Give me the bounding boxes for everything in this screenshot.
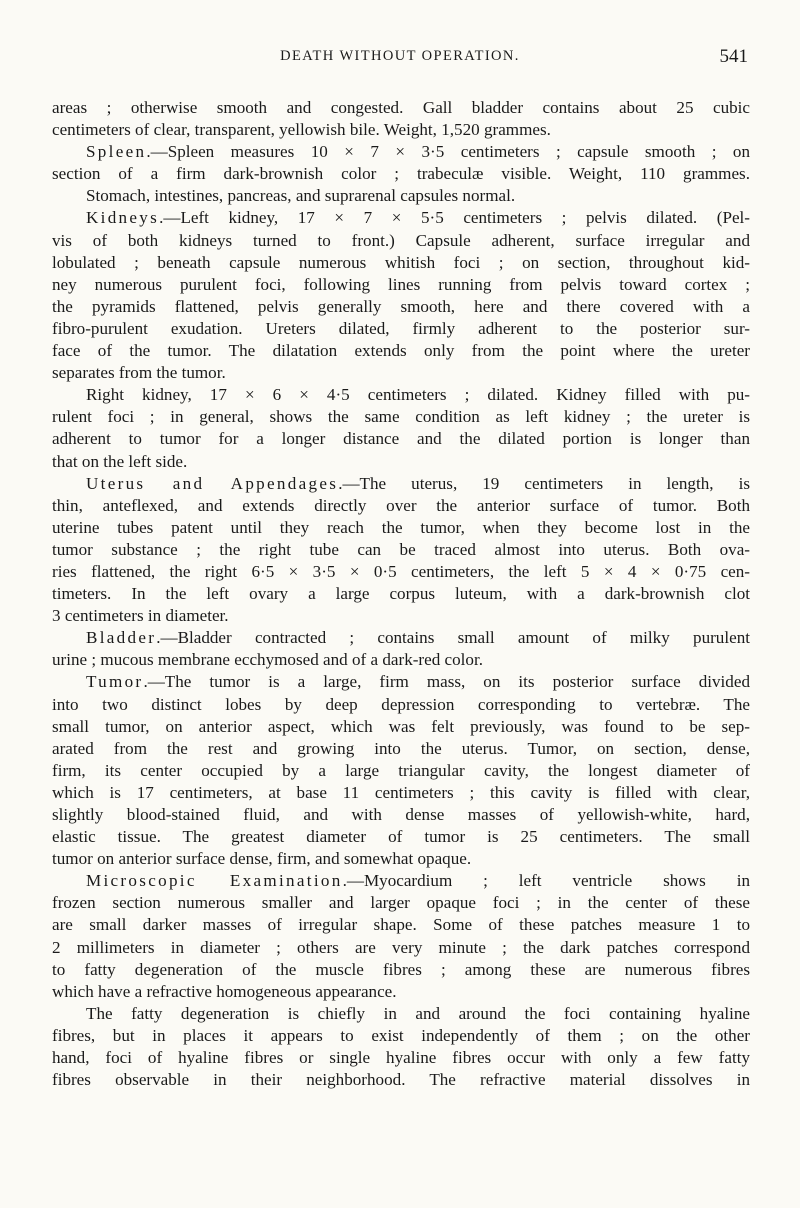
text-line: face of the tumor. The dilatation extends only from the point where the ureter: [52, 341, 750, 361]
text-line: hand, foci of hyaline fibres or single hyaline fibres occur with only a few fatty: [52, 1048, 750, 1068]
text-line: [52, 870, 750, 892]
text-run: .—The tumor is a large, firm mass, on its posterior surface divided: [143, 672, 750, 692]
text-line: separates from the tumor.: [52, 363, 226, 383]
text-line: vis of both kidneys turned to front.) Capsule adherent, surface irregular and: [52, 230, 750, 250]
text-line: [52, 141, 750, 163]
text-line: small tumor, on anterior aspect, which was felt previously, was found to be sep-: [52, 716, 750, 736]
text-line: timeters. In the left ovary a large corpus luteum, with a dark-brownish clot: [52, 584, 750, 604]
text-line: firm, its center occupied by a large triangular cavity, the longest diameter of: [52, 760, 750, 780]
section-heading-kidneys: Kidneys: [86, 208, 160, 228]
text-line: [52, 207, 750, 229]
text-line: thin, anteflexed, and extends directly over the anterior surface of tumor. Both: [52, 495, 750, 515]
text-line: fibro-purulent exudation. Ureters dilated, firmly adherent to the posterior sur-: [52, 318, 750, 338]
section-heading-microscopic: Microscopic Examination: [86, 871, 343, 891]
text-line: uterine tubes patent until they reach the tumor, when they become lost in the: [52, 517, 750, 537]
page-number: 541: [719, 46, 748, 67]
section-heading-spleen: Spleen: [86, 142, 147, 162]
text-run: .—The uterus, 19 centimeters in length, is: [338, 473, 750, 493]
text-line: arated from the rest and growing into the uterus. Tumor, on section, dense,: [52, 738, 750, 758]
text-line: Stomach, intestines, pancreas, and suprarenal capsules normal.: [86, 186, 516, 206]
text-line: ries flattened, the right 6·5 × 3·5 × 0·5 centimeters, the left 5 × 4 × 0·75 cen-: [52, 561, 750, 581]
text-line: slightly blood-stained fluid, and with dense masses of yellowish-white, hard,: [52, 805, 750, 824]
text-line: fibres, but in places it appears to exist independently of them ; on the other: [52, 1025, 750, 1045]
text-line: elastic tissue. The greatest diameter of tumor is 25 centimeters. The small: [52, 827, 750, 847]
text-line: urine ; mucous membrane ecchymosed and of a dark-red color.: [52, 650, 483, 670]
text-line: areas ; otherwise smooth and congested. Gall bladder contains about 25 cubic: [52, 98, 750, 117]
page-header: [52, 46, 748, 74]
text-line: centimeters of clear, transparent, yellowish bile. Weight, 1,520 grammes.: [52, 120, 551, 140]
text-line: The fatty degeneration is chiefly in and around the foci containing hyaline: [86, 1003, 750, 1023]
text-run: .—Myocardium ; left ventricle shows in: [342, 871, 750, 891]
section-heading-bladder: Bladder: [86, 628, 157, 648]
text-line: [52, 473, 750, 495]
text-line: into two distinct lobes by deep depression corresponding to vertebræ. The: [52, 694, 750, 714]
text-line: tumor substance ; the right tube can be traced almost into uterus. Both ova-: [52, 539, 750, 559]
text-line: adherent to tumor for a longer distance and the dilated portion is longer than: [52, 429, 750, 449]
text-line: 3 centimeters in diameter.: [52, 606, 229, 626]
text-line: which have a refractive homogeneous appearance.: [52, 981, 397, 1001]
section-heading-tumor: Tumor: [86, 672, 144, 692]
text-line: which is 17 centimeters, at base 11 centimeters ; this cavity is filled with clear,: [52, 782, 750, 802]
text-line: section of a firm dark-brownish color ; trabeculæ visible. Weight, 110 grammes.: [52, 164, 750, 184]
text-line: tumor on anterior surface dense, firm, and somewhat opaque.: [52, 849, 472, 869]
text-line: fibres observable in their neighborhood. The refractive material dissolves in: [52, 1070, 750, 1090]
text-line: the pyramids flattened, pelvis generally smooth, here and there covered with a: [52, 296, 750, 316]
text-line: are small darker masses of irregular shape. Some of these patches measure 1 to: [52, 915, 750, 935]
text-line: [52, 671, 750, 693]
text-line: [52, 627, 750, 649]
text-run: .—Left kidney, 17 × 7 × 5·5 centimeters ; pelvis dilated. (Pel-: [159, 208, 750, 228]
text-line: Right kidney, 17 × 6 × 4·5 centimeters ; dilated. Kidney filled with pu-: [86, 385, 750, 405]
text-line: lobulated ; beneath capsule numerous whitish foci ; on section, throughout kid-: [52, 252, 750, 272]
running-head: DEATH WITHOUT OPERATION.: [280, 48, 520, 64]
text-run: .—Bladder contracted ; contains small amount of milky purulent: [156, 628, 750, 648]
section-heading-uterus: Uterus and Appendages: [86, 473, 339, 493]
text-line: frozen section numerous smaller and larger opaque foci ; in the center of these: [52, 893, 750, 913]
text-line: ney numerous purulent foci, following lines running from pelvis toward cortex ;: [52, 274, 750, 294]
text-line: to fatty degeneration of the muscle fibres ; among these are numerous fibres: [52, 959, 750, 979]
body-text: [52, 97, 750, 1091]
text-line: 2 millimeters in diameter ; others are very minute ; the dark patches correspond: [52, 937, 750, 957]
text-run: .—Spleen measures 10 × 7 × 3·5 centimeters ; capsule smooth ; on: [146, 142, 750, 162]
text-line: that on the left side.: [52, 451, 188, 471]
text-line: rulent foci ; in general, shows the same condition as left kidney ; the ureter is: [52, 407, 750, 427]
